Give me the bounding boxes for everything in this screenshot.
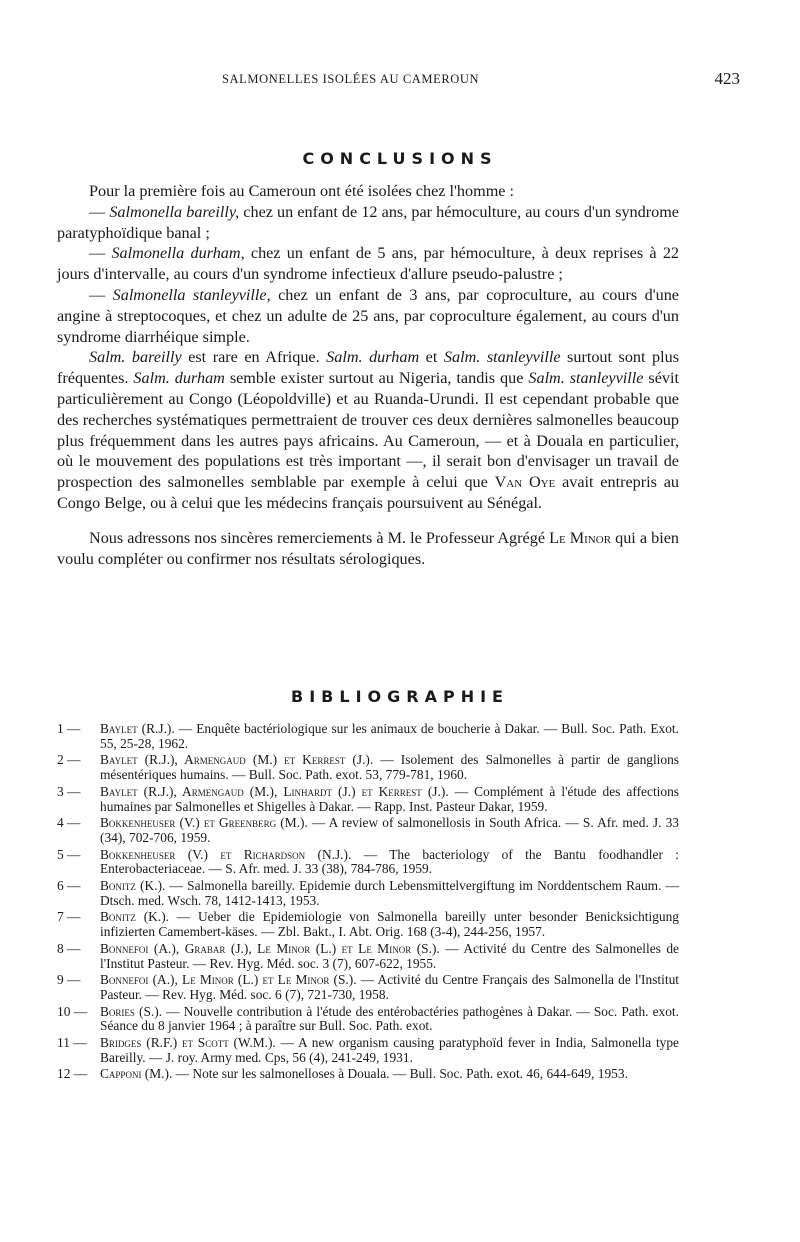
entry-authors: Capponi (M.). — [100, 1066, 173, 1082]
item-text: chez un enfant de 5 ans, par hémoculture, à deux reprises à 22 jours d'intervalle, au cours d'un syndrome infectieux d'allure pseudo-palustre ; — [57, 244, 680, 284]
species-name: Salm. stanleyville — [528, 369, 644, 388]
author-name: Van Oye — [494, 473, 556, 492]
entry-number: 5 — — [57, 846, 81, 862]
entry-reference: — A review of salmonellosis in South Africa. — S. Afr. med. J. 33 (34), 702-706, 1959. — [100, 815, 679, 845]
species-name: Salm. bareilly — [89, 348, 182, 367]
entry-authors: Bonnefoi (A.), Le Minor (L.) et Le Minor (S.). — [100, 972, 357, 988]
species-name: Salm. durham — [133, 369, 225, 388]
entry-number: 4 — — [57, 815, 81, 831]
entry-authors: Bokkenheuser (V.) et Greenberg (M.). — [100, 815, 308, 831]
bibliography-entry — [57, 1005, 679, 1034]
conclusions-item-stanleyville — [57, 285, 679, 347]
entry-authors: Bonitz (K.). — [100, 909, 169, 925]
bibliography-heading: BIBLIOGRAPHIE — [291, 687, 509, 706]
entry-number: 12 — — [57, 1066, 88, 1082]
entry-reference: — A new organism causing paratyphoïd fever in India, Salmonella type Bareilly. — J. roy. Army med. Cps, 56 (4), 241-249, 1931. — [100, 1035, 680, 1065]
paragraph-text: sévit particulièrement au Congo (Léopoldville) et au Ruanda-Urundi. Il est cependant probable que des recherches systématiques permettraient de trouver ces deux dernières salmonelles beaucoup plus fréquemment dans les autres pays africains. Au Cameroun, — et à Douala en particulier, où le mouvement des populations est très important —, il serait bon d'envisager un travail de prospection des salmonelles semblable par exemple à celui que — [57, 369, 679, 492]
item-dash: — — [89, 244, 112, 263]
paragraph-text: surtout sont plus fréquentes. — [57, 348, 680, 388]
entry-authors: Baylet (R.J.). — [100, 721, 175, 736]
bibliography-entry — [57, 973, 679, 1002]
species-name: Salm. durham — [326, 348, 420, 367]
item-text: chez un enfant de 12 ans, par hémoculture, au cours d'un syndrome paratyphoïdique banal ; — [57, 202, 679, 242]
entry-reference: — Ueber die Epidemiologie von Salmonella bareilly unter besonder Benicksichtigung infizierten Camembert-käses. — Zbl. Bakt., I. Abt. Orig. 168 (3-4), 244-256, 1957. — [100, 909, 679, 940]
bibliography-entry — [57, 942, 679, 971]
conclusions-heading: CONCLUSIONS — [302, 149, 498, 168]
species-name: Salm. stanleyville — [443, 348, 561, 367]
entry-authors: Bonnefoi (A.), Grabar (J.), Le Minor (L.) et Le Minor (S.). — [100, 940, 440, 956]
entry-number: 11 — — [57, 1035, 87, 1051]
entry-reference: — Salmonella bareilly. Epidemie durch Lebensmittelvergiftung im Norddentschem Raum. — Dtsch. med. Wsch. 78, 1412-1413, 1953. — [100, 878, 679, 908]
entry-number: 7 — — [57, 909, 81, 925]
running-head-title: SALMONELLES ISOLÉES AU CAMEROUN — [222, 72, 480, 86]
bibliography-entry — [57, 753, 679, 782]
running-header — [0, 69, 800, 94]
entry-authors: Bokkenheuser (V.) et Richardson (N.J.). — [100, 846, 352, 862]
paragraph-text: est rare en Afrique. — [181, 348, 327, 367]
paragraph-text: qui a bien voulu compléter ou confirmer nos résultats sérologiques. — [57, 528, 679, 568]
entry-authors: Bridges (R.F.) et Scott (W.M.). — [100, 1035, 276, 1051]
entry-reference: — The bacteriology of the Bantu foodhandler : Enterobacteriaceae. — S. Afr. med. J. 33 (38), 784-786, 1959. — [100, 846, 679, 877]
bibliography-entry — [57, 910, 679, 939]
entry-authors: Bories (S.). — [100, 1003, 163, 1019]
item-dash: — — [89, 202, 110, 221]
conclusions-intro: Pour la première fois au Cameroun ont été isolées chez l'homme : — [89, 182, 515, 200]
bibliography-entry — [57, 879, 679, 908]
conclusions-body — [57, 181, 679, 569]
paragraph-text: avait entrepris au Congo Belge, ou à celui que les médecins français poursuivent au Sénégal. — [57, 473, 679, 512]
paragraph-text: Nous adressons nos sincères remerciements à M. le Professeur Agrégé — [89, 528, 550, 547]
bibliography-entry — [57, 816, 679, 845]
entry-number: 6 — — [57, 878, 81, 894]
bibliography-list — [57, 722, 679, 1084]
bibliography-entry — [57, 848, 679, 877]
conclusions-item-durham — [57, 243, 679, 285]
entry-reference: — Activité du Centre des Salmonelles de l'Institut Pasteur. — Rev. Hyg. Méd. soc. 3 (7), 607-622, 1955. — [100, 940, 679, 971]
species-name: Salmonella stanleyville, — [112, 285, 271, 304]
entry-reference: — Activité du Centre Français des Salmonella de l'Institut Pasteur. — Rev. Hyg. Méd. soc. 6 (7), 721-730, 1958. — [100, 972, 679, 1002]
entry-number: 8 — — [57, 940, 81, 956]
entry-number: 9 — — [57, 972, 81, 988]
entry-authors: Bonitz (K.). — [100, 878, 166, 894]
entry-number: 10 — — [57, 1003, 88, 1019]
entry-authors: Baylet (R.J.), Armengaud (M.), Linhardt (J.) et Kerrest (J.). — [100, 783, 449, 799]
entry-number: 3 — — [57, 783, 81, 799]
paragraph-text: et — [419, 348, 444, 367]
conclusions-discussion — [57, 347, 679, 513]
entry-reference: — Isolement des Salmonelles à partir de ganglions mésentériques humains. — Bull. Soc. Path. exot. 53, 779-781, 1960. — [100, 752, 679, 783]
entry-number: 1 — — [57, 721, 81, 736]
conclusions-item-bareilly — [57, 202, 679, 244]
item-dash: — — [89, 285, 113, 304]
page-number: 423 — [714, 69, 740, 88]
acknowledgements — [57, 528, 679, 570]
entry-reference: — Nouvelle contribution à l'étude des entérobactéries pathogènes à Dakar. — Soc. Path. exot. Séance du 8 janvier 1964 ; à paraître sur Bull. Soc. Path. exot. — [100, 1003, 679, 1034]
entry-number: 2 — — [57, 752, 81, 768]
bibliography-entry — [57, 1067, 679, 1082]
species-name: Salmonella durham, — [111, 244, 245, 263]
species-name: Salmonella bareilly, — [109, 202, 240, 221]
author-name: Le Minor — [549, 528, 612, 547]
entry-authors: Baylet (R.J.), Armengaud (M.) et Kerrest (J.). — [100, 752, 374, 768]
bibliography-entry — [57, 722, 679, 751]
paragraph-text: semble exister surtout au Nigeria, tandis que — [224, 369, 529, 388]
bibliography-entry — [57, 785, 679, 814]
entry-reference: — Note sur les salmonelloses à Douala. — Bull. Soc. Path. exot. 46, 644-649, 1953. — [172, 1066, 628, 1082]
entry-reference: — Enquête bactériologique sur les animaux de boucherie à Dakar. — Bull. Soc. Path. Exot. 55, 25-28, 1962. — [100, 721, 679, 751]
entry-reference: — Complément à l'étude des affections humaines par Salmonelles et Shigelles à Dakar. — Rapp. Inst. Pasteur Dakar, 1959. — [100, 783, 679, 814]
bibliography-entry — [57, 1036, 679, 1065]
item-text: chez un enfant de 3 ans, par coproculture, au cours d'une angine à streptocoques, et chez un adulte de 25 ans, par coproculture également, au cours d'un syndrome diarrhéique simple. — [57, 285, 679, 346]
